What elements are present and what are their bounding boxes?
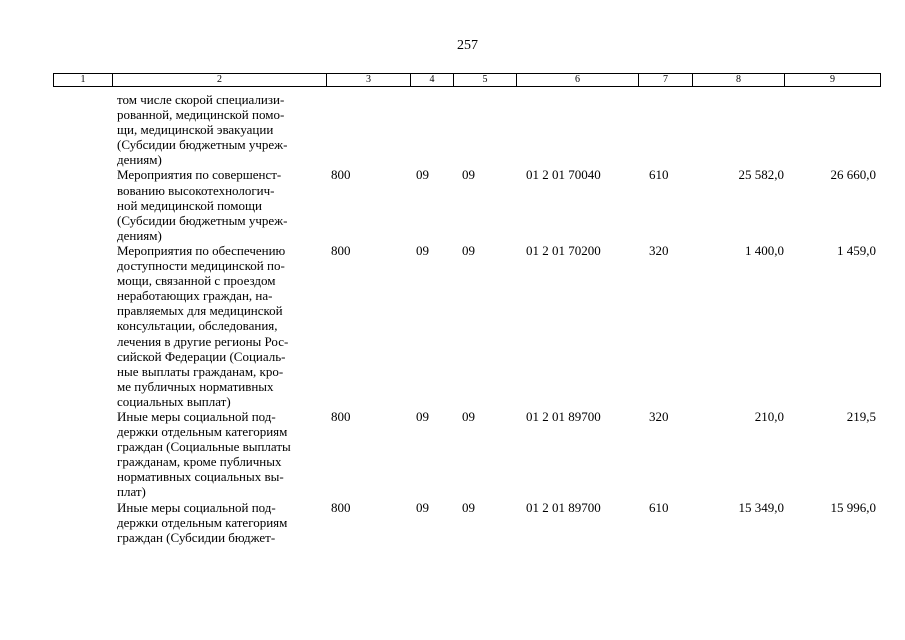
cell-col6: 01 2 01 70040 bbox=[526, 167, 601, 183]
row-name: Иные меры социальной под- держки отдельным категориям граждан (Субсидии бюджет- bbox=[117, 499, 288, 545]
cell-col7: 610 bbox=[649, 167, 669, 183]
cell-col9: 15 996,0 bbox=[830, 499, 876, 515]
cell-col4: 09 bbox=[416, 242, 429, 258]
cell-col7: 320 bbox=[649, 408, 669, 424]
table-row bbox=[0, 409, 905, 500]
header-cell-8: 8 bbox=[693, 74, 785, 86]
header-cell-6: 6 bbox=[517, 74, 639, 86]
cell-col4: 09 bbox=[416, 408, 429, 424]
cell-col3: 800 bbox=[331, 408, 351, 424]
header-cell-9: 9 bbox=[785, 74, 881, 86]
cell-col6: 01 2 01 89700 bbox=[526, 499, 601, 515]
table-body bbox=[0, 92, 905, 545]
cell-col6: 01 2 01 89700 bbox=[526, 408, 601, 424]
row-name: Иные меры социальной под- держки отдельным категориям граждан (Социальные выплаты гражданам, кроме публичных нормативных социальных вы- плат) bbox=[117, 408, 291, 500]
cell-col9: 1 459,0 bbox=[837, 242, 876, 258]
cell-col8: 25 582,0 bbox=[738, 167, 784, 183]
cell-col5: 09 bbox=[462, 408, 475, 424]
cell-col8: 15 349,0 bbox=[738, 499, 784, 515]
row-name: Мероприятия по совершенст- вованию высокотехнологич- ной медицинской помощи (Субсидии бюджетным учреж- дениям) bbox=[117, 167, 288, 243]
page-number: 257 bbox=[457, 38, 478, 53]
header-cell-4: 4 bbox=[411, 74, 454, 86]
cell-col3: 800 bbox=[331, 167, 351, 183]
header-cell-7: 7 bbox=[639, 74, 693, 86]
header-cell-5: 5 bbox=[454, 74, 517, 86]
header-cell-1: 1 bbox=[54, 74, 113, 86]
table-row bbox=[0, 92, 905, 167]
cell-col3: 800 bbox=[331, 242, 351, 258]
cell-col8: 1 400,0 bbox=[745, 242, 784, 258]
cell-col5: 09 bbox=[462, 242, 475, 258]
cell-col5: 09 bbox=[462, 499, 475, 515]
cell-col3: 800 bbox=[331, 499, 351, 515]
cell-col9: 26 660,0 bbox=[830, 167, 876, 183]
header-cell-3: 3 bbox=[327, 74, 411, 86]
table-header-row bbox=[53, 73, 881, 87]
row-name: Мероприятия по обеспечению доступности медицинской по- мощи, связанной с проездом неработающих граждан, на- правляемых для медицинской консультации, обследования, лечения в другие регионы Рос- сийской Федерации (Социаль- ные выплаты гражданам, кро- ме публичных нормативных социальных выплат) bbox=[117, 242, 289, 409]
table-row bbox=[0, 243, 905, 409]
table-row bbox=[0, 500, 905, 545]
cell-col8: 210,0 bbox=[754, 408, 784, 424]
row-name: том числе скорой специализи- рованной, медицинской помо- щи, медицинской эвакуации (Субсидии бюджетным учреж- дениям) bbox=[117, 92, 288, 168]
cell-col6: 01 2 01 70200 bbox=[526, 242, 601, 258]
table-row bbox=[0, 167, 905, 242]
cell-col7: 610 bbox=[649, 499, 669, 515]
cell-col9: 219,5 bbox=[846, 408, 876, 424]
cell-col7: 320 bbox=[649, 242, 669, 258]
cell-col4: 09 bbox=[416, 499, 429, 515]
header-cell-2: 2 bbox=[113, 74, 327, 86]
cell-col4: 09 bbox=[416, 167, 429, 183]
cell-col5: 09 bbox=[462, 167, 475, 183]
